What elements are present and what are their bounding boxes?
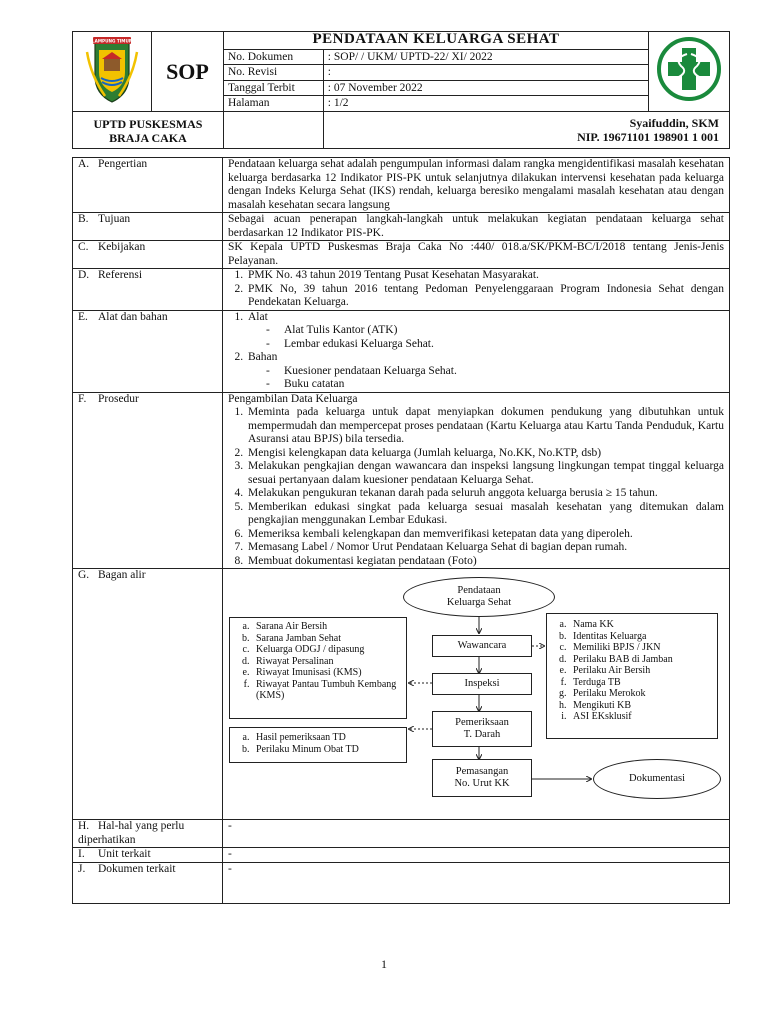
procedure-steps [246, 406, 724, 568]
revision-label: No. Revisi [223, 65, 323, 81]
flowchart-cell [223, 569, 730, 820]
section-hal-hal [73, 820, 730, 848]
flow-start-node [403, 577, 555, 617]
tools-label: Alat [248, 310, 268, 323]
list-item: - Kuesioner pendataan Keluarga Sehat. [266, 365, 724, 379]
kemenkes-logo-icon [649, 32, 729, 107]
flow-start-line-1: Pendataan [457, 585, 501, 596]
flow-pemeriksaan-line-2: T. Darah [463, 729, 501, 740]
section-title: Alat dan bahan [98, 310, 168, 323]
tools-materials-cell [223, 310, 730, 392]
section-tujuan [73, 213, 730, 241]
procedure-intro: Pengambilan Data Keluarga [228, 392, 358, 405]
section-title: Tujuan [98, 213, 131, 225]
list-item: b. Sarana Jamban Sehat [252, 633, 406, 645]
materials-label: Bahan [248, 351, 278, 363]
section-dokumen-terkait [73, 862, 730, 903]
td-items-box [229, 727, 407, 763]
signer-name: Syaifuddin, SKM [629, 116, 719, 130]
procedure-cell [223, 392, 730, 569]
procedure-step: 8. Membuat dokumentasi kegiatan pendataan (Foto) [246, 555, 724, 569]
td-items-list [230, 732, 406, 755]
flow-pemasangan-line-2: No. Urut KK [454, 778, 510, 789]
list-item: e. Riwayat Imunisasi (KMS) [252, 667, 406, 679]
header-table [72, 31, 730, 149]
doc-number-value: : SOP/ / UKM/ UPTD-22/ XI/ 2022 [323, 49, 648, 65]
issue-date-label: Tanggal Terbit [223, 80, 323, 96]
section-label [73, 213, 223, 241]
list-item: e. Perilaku Air Bersih [569, 665, 717, 677]
section-unit-terkait [73, 848, 730, 863]
section-prosedur [73, 392, 730, 569]
tools-materials-list [246, 311, 724, 392]
definition-text: Pendataan keluarga sehat adalah pengumpulan informasi dalam rangka mengidentifikasi masalah kesehatan keluarga berdasarka 12 Indikator PIS-PK untuk selanjutnya dilakukan intervensi kesehatan pada keluarga dengan Indeks Kelurga Sehat (IKS) rendah, keluarga beresiko mengalami masalah kesehatan atau dengan masalah kesehatan secara langsung [223, 158, 730, 213]
list-item: f. Riwayat Pantau Tumbuh Kembang (KMS) [252, 679, 406, 702]
section-letter: F. [78, 392, 87, 405]
section-letter: I. [78, 848, 85, 860]
flow-dokumentasi-node: Dokumentasi [593, 759, 721, 799]
section-title: Dokumen terkait [98, 862, 176, 875]
section-label [73, 569, 223, 820]
section-label [73, 310, 223, 392]
issue-date-value: : 07 November 2022 [323, 80, 648, 96]
flowchart [223, 569, 729, 819]
list-item: i. ASI EKsklusif [569, 711, 717, 723]
procedure-step: 7. Memasang Label / Nomor Urut Pendataan Keluarga Sehat di bagian depan rumah. [246, 541, 724, 555]
lampung-timur-logo-icon [73, 32, 151, 107]
list-item: c. Keluarga ODGJ / dipasung [252, 644, 406, 656]
section-kebijakan [73, 241, 730, 269]
section-letter: C. [78, 241, 89, 253]
list-item: a. Hasil pemeriksaan TD [252, 732, 406, 744]
section-letter: B. [78, 213, 89, 225]
section-label [73, 862, 223, 903]
list-item [246, 351, 724, 392]
kemenkes-logo-cell [648, 32, 729, 112]
reference-list-cell [223, 269, 730, 311]
flow-pemeriksaan-node [432, 711, 532, 747]
section-label [73, 392, 223, 569]
section-title: Kebijakan [98, 241, 146, 253]
related-document-value: - [223, 862, 730, 903]
wawancara-items-list [547, 619, 717, 723]
purpose-text: Sebagai acuan penerapan langkah-langkah untuk melakukan kegiatan pendataan keluarga sehat berdasarkan 12 Indikator PIS-PK. [223, 213, 730, 241]
section-alat-bahan [73, 310, 730, 392]
list-item: - Buku catatan [266, 378, 724, 392]
flow-pemasangan-node [432, 759, 532, 797]
section-bagan-alir [73, 569, 730, 820]
section-letter: J. [78, 862, 86, 875]
wawancara-items-box [546, 613, 718, 739]
header-empty-cell [223, 112, 323, 149]
list-item: c. Memiliki BPJS / JKN [569, 642, 717, 654]
section-title: Prosedur [98, 392, 139, 405]
inspeksi-items-list [230, 621, 406, 702]
page-label: Halaman [223, 96, 323, 112]
section-title: Referensi [98, 269, 143, 281]
document-title: PENDATAAN KELUARGA SEHAT [223, 32, 648, 50]
list-item: h. Mengikuti KB [569, 700, 717, 712]
list-item [246, 311, 724, 352]
list-item: d. Perilaku BAB di Jamban [569, 654, 717, 666]
flow-inspeksi-node: Inspeksi [432, 673, 532, 695]
flow-wawancara-node: Wawancara [432, 635, 532, 657]
section-letter: H. [78, 820, 90, 832]
page-number: 1 [381, 957, 387, 971]
reference-list [246, 269, 724, 310]
signer-nip: NIP. 19671101 198901 1 001 [577, 130, 719, 144]
procedure-step: 3. Melakukan pengkajian dengan wawancara dan inspeksi langsung lingkungan tempat tinggal keluarga sesuai pertanyaan dalam kuesioner pendataan Keluarga Sehat. [246, 460, 724, 487]
list-item: 2. PMK No, 39 tahun 2016 tentang Pedoman Penyelenggaraan Program Indonesia Sehat dengan Pendekatan Keluarga. [246, 283, 724, 310]
section-title: Bagan alir [98, 569, 146, 581]
list-item: b. Identitas Keluarga [569, 631, 717, 643]
list-item: - Lembar edukasi Keluarga Sehat. [266, 338, 724, 352]
list-item: - Alat Tulis Kantor (ATK) [266, 324, 724, 338]
flow-pemeriksaan-line-1: Pemeriksaan [455, 717, 509, 728]
inspeksi-items-box [229, 617, 407, 719]
sop-label: SOP [152, 32, 224, 112]
regency-logo-cell [73, 32, 152, 112]
section-label [73, 848, 223, 863]
section-label [73, 158, 223, 213]
doc-number-label: No. Dokumen [223, 49, 323, 65]
section-label [73, 820, 223, 848]
materials-list [266, 365, 724, 392]
section-title: Pengertian [98, 158, 148, 170]
policy-text: SK Kepala UPTD Puskesmas Braja Caka No :440/ 018.a/SK/PKM-BC/I/2018 tentang Jenis-Jenis Pelayanan. [223, 241, 730, 269]
organization-line-2: BRAJA CAKA [109, 131, 187, 145]
related-unit-value: - [223, 848, 730, 863]
list-item: a. Sarana Air Bersih [252, 621, 406, 633]
list-item: f. Terduga TB [569, 677, 717, 689]
sop-content-table [72, 157, 730, 904]
section-letter: A. [78, 158, 90, 170]
section-label [73, 241, 223, 269]
section-letter: D. [78, 269, 90, 281]
procedure-step: 6. Memeriksa kembali kelengkapan dan memverifikasi ketepatan data yang diperoleh. [246, 528, 724, 542]
logo-text: LAMPUNG TIMUR [91, 38, 133, 44]
section-pengertian [73, 158, 730, 213]
signature-block [323, 112, 729, 149]
list-item: b. Perilaku Minum Obat TD [252, 744, 406, 756]
list-item: 1. PMK No. 43 tahun 2019 Tentang Pusat Kesehatan Masyarakat. [246, 269, 724, 283]
section-label [73, 269, 223, 311]
page-value: : 1/2 [323, 96, 648, 112]
procedure-step: 5. Memberikan edukasi singkat pada keluarga sesuai masalah kesehatan yang ditemukan dalam pengkajian menggunakan Lembar Edukasi. [246, 501, 724, 528]
procedure-step: 4. Melakukan pengukuran tekanan darah pada seluruh anggota keluarga berusia ≥ 15 tahun. [246, 487, 724, 501]
revision-value: : [323, 65, 648, 81]
section-referensi [73, 269, 730, 311]
organization-line-1: UPTD PUSKESMAS [93, 117, 203, 131]
section-title: Unit terkait [98, 848, 151, 860]
list-item: g. Perilaku Merokok [569, 688, 717, 700]
flow-start-line-2: Keluarga Sehat [446, 597, 512, 608]
flow-pemasangan-line-1: Pemasangan [455, 766, 509, 777]
organization-name [73, 112, 224, 149]
procedure-step: 2. Mengisi kelengkapan data keluarga (Jumlah keluarga, No.KK, No.KTP, dsb) [246, 447, 724, 461]
section-letter: E. [78, 310, 88, 323]
tools-list [266, 324, 724, 351]
section-title: Hal-hal yang perlu diperhatikan [78, 820, 185, 846]
list-item: d. Riwayat Persalinan [252, 656, 406, 668]
procedure-step: 1. Meminta pada keluarga untuk dapat menyiapkan dokumen pendukung yang dibutuhkan untuk mempermudah dan mempercepat proses pendataan (Kartu Keluarga atau Kartu Tanda Penduduk, Kartu Asuransi atau BPJS) bila tersedia. [246, 406, 724, 447]
notes-value: - [223, 820, 730, 848]
list-item: a. Nama KK [569, 619, 717, 631]
section-letter: G. [78, 569, 90, 581]
